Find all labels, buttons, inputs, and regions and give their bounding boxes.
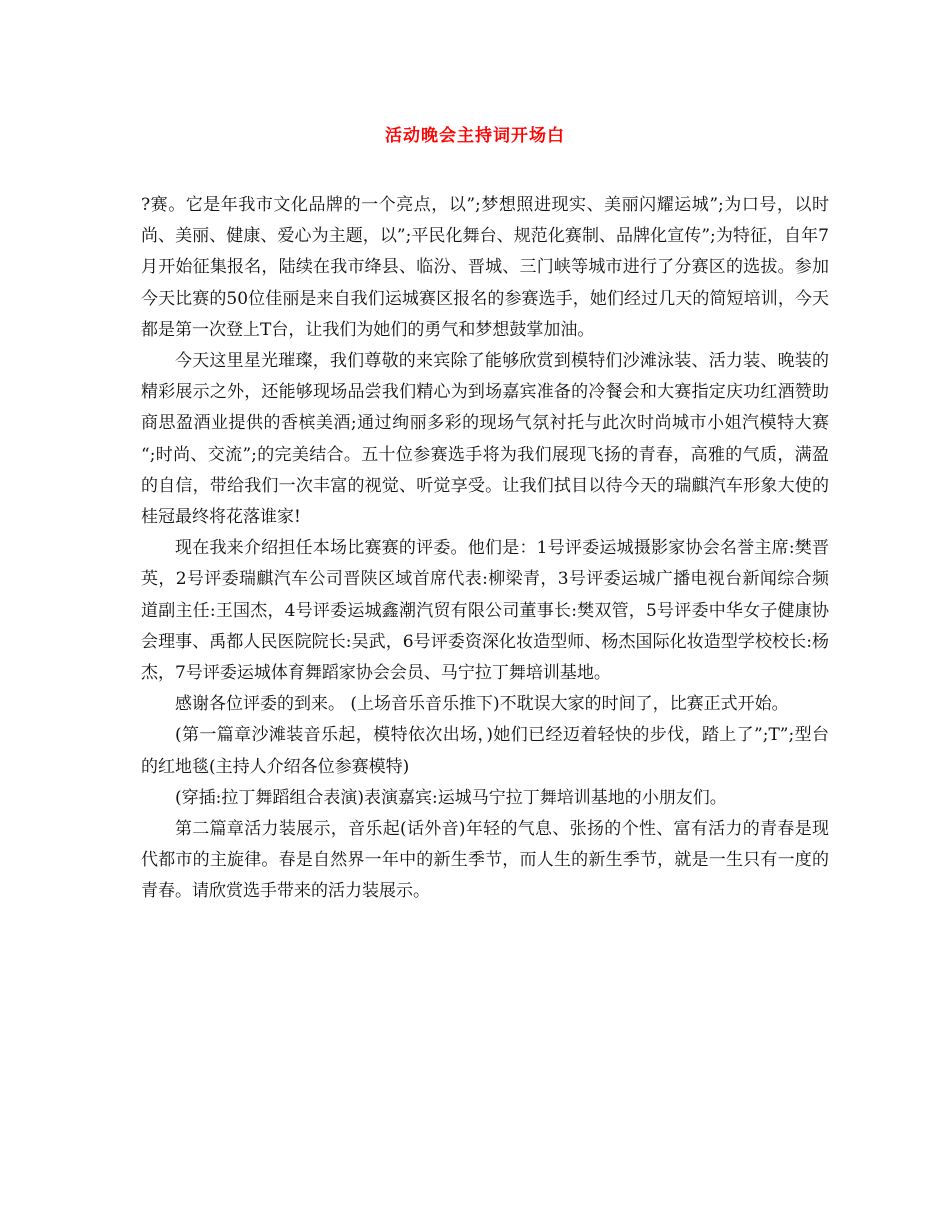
paragraph-1: ?赛。它是年我市文化品牌的一个亮点，以”;梦想照进现实、美丽闪耀运城”;为口号，以时尚、美丽、健康、爱心为主题，以”;平民化舞台、规范化赛制、品牌化宣传”;为特征，自年7月开始征集报名，陆续在我市绛县、临汾、晋城、三门峡等城市进行了分赛区的选拔。参加今天比赛的50位佳丽是来自我们运城赛区报名的参赛选手，她们经过几天的简短培训，今天都是第一次登上T台，让我们为她们的勇气和梦想鼓掌加油。 bbox=[141, 195, 829, 340]
paragraph-5: (第一篇章沙滩装音乐起，模特依次出场，)她们已经迈着轻快的步伐，踏上了”;T”;型台的红地毯(主持人介绍各位参赛模特) bbox=[141, 725, 829, 777]
document-title: 活动晚会主持词开场白 bbox=[385, 126, 565, 146]
paragraph-7: 第二篇章活力装展示，音乐起(话外音)年轻的气息、张扬的个性、富有活力的青春是现代都市的主旋律。春是自然界一年中的新生季节，而人生的新生季节，就是一生只有一度的青春。请欣赏选手带来的活力装展示。 bbox=[141, 819, 829, 902]
paragraph-4: 感谢各位评委的到来。 (上场音乐音乐推下)不耽误大家的时间了，比赛正式开始。 bbox=[175, 694, 789, 715]
paragraph-6: (穿插:拉丁舞蹈组合表演)表演嘉宾:运城马宁拉丁舞培训基地的小朋友们。 bbox=[175, 787, 727, 808]
paragraph-3: 现在我来介绍担任本场比赛赛的评委。他们是：1号评委运城摄影家协会名誉主席:樊晋英，2号评委瑞麒汽车公司晋陕区域首席代表:柳梁青，3号评委运城广播电视台新闻综合频道副主任:王国杰，4号评委运城鑫潮汽贸有限公司董事长:樊双管，5号评委中华女子健康协会理事、禹都人民医院院长:吴武，6号评委资深化妆造型师、杨杰国际化妆造型学校校长:杨杰，7号评委运城体育舞蹈家协会会员、马宁拉丁舞培训基地。 bbox=[141, 538, 829, 684]
paragraph-2: 今天这里星光璀璨，我们尊敬的来宾除了能够欣赏到模特们沙滩泳装、活力装、晚装的精彩展示之外，还能够现场品尝我们精心为到场嘉宾准备的冷餐会和大赛指定庆功红酒赞助商思盈酒业提供的香槟美酒;通过绚丽多彩的现场气氛衬托与此次时尚城市小姐汽模特大赛 “;时尚、交流”;的完美结合。五十位参赛选手将为我们展现飞扬的青春，高雅的气质，满盈的自信，带给我们一次丰富的视觉、听觉享受。让我们拭目以待今天的瑞麒汽车形象大使的桂冠最终将花落谁家! bbox=[141, 351, 829, 528]
document-body bbox=[141, 190, 829, 908]
